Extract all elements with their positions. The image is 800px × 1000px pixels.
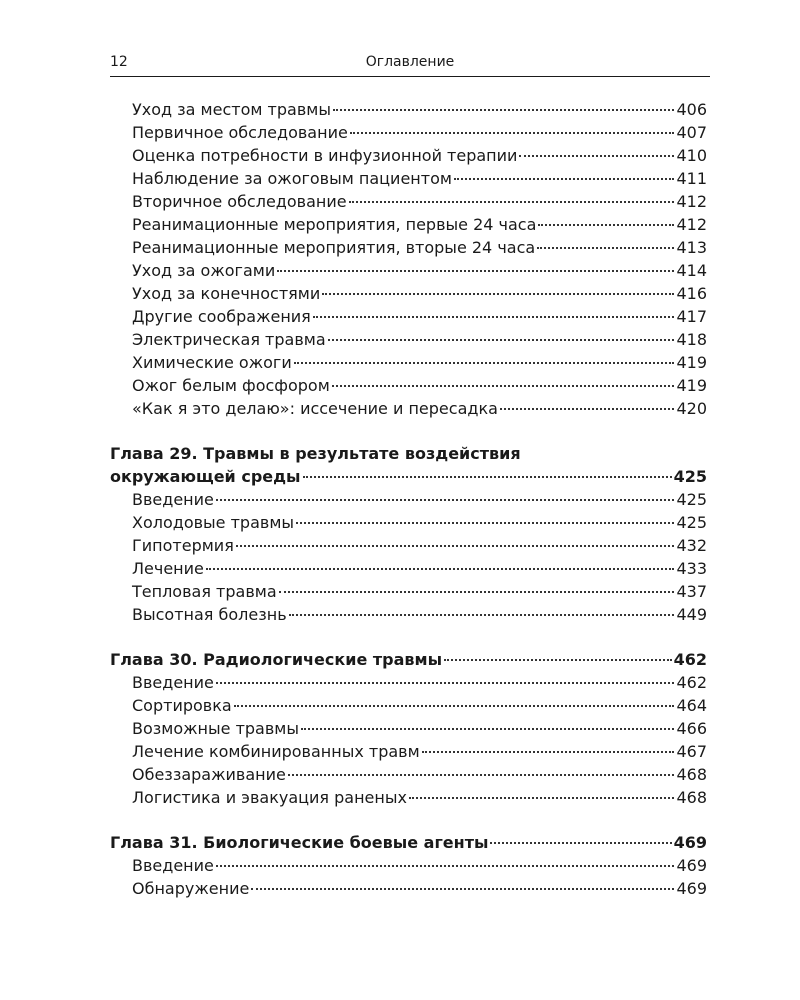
dot-leader <box>500 408 675 410</box>
dot-leader <box>328 339 675 341</box>
table-of-contents <box>110 98 707 900</box>
toc-entry-page: 411 <box>676 169 707 188</box>
dot-leader <box>350 132 675 134</box>
toc-entry[interactable] <box>110 328 707 351</box>
dot-leader <box>332 385 675 387</box>
toc-entry-title: Уход за ожогами <box>132 261 276 280</box>
toc-entry[interactable] <box>110 786 707 809</box>
dot-leader <box>303 476 672 478</box>
chapter-page: 425 <box>673 467 707 486</box>
toc-entry-page: 469 <box>676 879 707 898</box>
dot-leader <box>422 751 675 753</box>
dot-leader <box>206 568 675 570</box>
toc-entry-title: Лечение <box>132 559 204 578</box>
toc-entry-page: 466 <box>676 719 707 738</box>
toc-entry[interactable] <box>110 121 707 144</box>
dot-leader <box>216 865 675 867</box>
toc-entry-title: Уход за конечностями <box>132 284 321 303</box>
chapter-title: Глава 31. Биологические боевые агенты <box>110 833 489 852</box>
dot-leader <box>301 728 674 730</box>
toc-entry-title: Сортировка <box>132 696 232 715</box>
toc-entry-page: 413 <box>676 238 707 257</box>
toc-entry-page: 412 <box>676 192 707 211</box>
toc-entry-title: Химические ожоги <box>132 353 292 372</box>
toc-entry[interactable] <box>110 144 707 167</box>
toc-entry[interactable] <box>110 694 707 717</box>
toc-entry-title: Гипотермия <box>132 536 234 555</box>
toc-entry-title: Лечение комбинированных травм <box>132 742 420 761</box>
chapter-heading[interactable] <box>110 648 707 671</box>
dot-leader <box>216 682 675 684</box>
toc-entry-title: Ожог белым фосфором <box>132 376 330 395</box>
toc-entry-page: 432 <box>676 536 707 555</box>
toc-entry-page: 433 <box>676 559 707 578</box>
dot-leader <box>333 109 675 111</box>
toc-entry[interactable] <box>110 259 707 282</box>
toc-entry-title: Холодовые травмы <box>132 513 295 532</box>
toc-entry-page: 414 <box>676 261 707 280</box>
running-header <box>110 52 710 77</box>
toc-entry-page: 407 <box>676 123 707 142</box>
toc-entry-page: 416 <box>676 284 707 303</box>
dot-leader <box>322 293 674 295</box>
toc-entry-title: Наблюдение за ожоговым пациентом <box>132 169 452 188</box>
toc-entry[interactable] <box>110 603 707 626</box>
toc-entry[interactable] <box>110 374 707 397</box>
chapter-title: окружающей среды <box>110 467 301 486</box>
chapter-page: 469 <box>673 833 707 852</box>
toc-entry-page: 437 <box>676 582 707 601</box>
dot-leader <box>216 499 675 501</box>
dot-leader <box>277 270 674 272</box>
dot-leader <box>538 224 674 226</box>
toc-entry-page: 464 <box>676 696 707 715</box>
toc-entry-page: 425 <box>676 513 707 532</box>
toc-entry[interactable] <box>110 167 707 190</box>
dot-leader <box>519 155 674 157</box>
toc-entry-page: 412 <box>676 215 707 234</box>
toc-entry-page: 417 <box>676 307 707 326</box>
dot-leader <box>279 591 675 593</box>
chapter-heading-line-1[interactable]: Глава 29. Травмы в результате воздействия <box>110 444 521 463</box>
toc-entry[interactable] <box>110 213 707 236</box>
dot-leader <box>288 774 675 776</box>
toc-entry[interactable] <box>110 282 707 305</box>
dot-leader <box>289 614 675 616</box>
dot-leader <box>236 545 675 547</box>
toc-entry[interactable] <box>110 98 707 121</box>
toc-entry-title: Первичное обследование <box>132 123 348 142</box>
toc-entry-page: 468 <box>676 788 707 807</box>
toc-entry[interactable] <box>110 717 707 740</box>
toc-entry-title: Введение <box>132 856 214 875</box>
dot-leader <box>490 842 671 844</box>
chapter-title: Глава 30. Радиологические травмы <box>110 650 443 669</box>
toc-entry-title: Реанимационные мероприятия, первые 24 часа <box>132 215 537 234</box>
toc-chapter-31 <box>110 831 707 900</box>
dot-leader <box>294 362 675 364</box>
toc-entry-title: Логистика и эвакуация раненых <box>132 788 407 807</box>
toc-entry[interactable] <box>110 580 707 603</box>
toc-entry-page: 468 <box>676 765 707 784</box>
toc-entry[interactable] <box>110 488 707 511</box>
toc-entry-page: 418 <box>676 330 707 349</box>
chapter-heading[interactable] <box>110 831 707 854</box>
toc-entry-page: 467 <box>676 742 707 761</box>
toc-entry-title: Другие соображения <box>132 307 311 326</box>
toc-entry-page: 469 <box>676 856 707 875</box>
dot-leader <box>537 247 674 249</box>
toc-entry-page: 419 <box>676 376 707 395</box>
dot-leader <box>444 659 672 661</box>
toc-entry-title: Обнаружение <box>132 879 250 898</box>
chapter-heading-line-2[interactable] <box>110 465 707 488</box>
toc-entry-page: 462 <box>676 673 707 692</box>
toc-entry-title: Обеззараживание <box>132 765 286 784</box>
toc-entry[interactable] <box>110 854 707 877</box>
dot-leader <box>251 888 674 890</box>
toc-entry[interactable] <box>110 190 707 213</box>
toc-entry-title: Вторичное обследование <box>132 192 347 211</box>
toc-entry-title: Введение <box>132 490 214 509</box>
toc-entry-title: Введение <box>132 673 214 692</box>
toc-entry[interactable] <box>110 557 707 580</box>
toc-entry-page: 410 <box>676 146 707 165</box>
dot-leader <box>454 178 675 180</box>
toc-chapter-29 <box>110 442 707 626</box>
toc-entry[interactable] <box>110 671 707 694</box>
toc-entry[interactable] <box>110 397 707 420</box>
running-title: Оглавление <box>365 54 455 70</box>
toc-entry[interactable] <box>110 877 707 900</box>
toc-entry-page: 425 <box>676 490 707 509</box>
toc-entry-title: Оценка потребности в инфузионной терапии <box>132 146 518 165</box>
page-number: 12 <box>110 54 128 70</box>
dot-leader <box>409 797 674 799</box>
dot-leader <box>296 522 674 524</box>
toc-continued-section <box>110 98 707 420</box>
toc-entry-title: Реанимационные мероприятия, вторые 24 часа <box>132 238 536 257</box>
toc-entry-title: Высотная болезнь <box>132 605 287 624</box>
toc-chapter-30 <box>110 648 707 809</box>
toc-entry-title: Возможные травмы <box>132 719 299 738</box>
toc-entry-title: Уход за местом травмы <box>132 100 331 119</box>
toc-entry-page: 449 <box>676 605 707 624</box>
toc-entry[interactable] <box>110 351 707 374</box>
toc-entry-page: 406 <box>676 100 707 119</box>
toc-entry[interactable] <box>110 763 707 786</box>
toc-entry-title: Тепловая травма <box>132 582 277 601</box>
toc-entry-title: «Как я это делаю»: иссечение и пересадка <box>132 399 498 418</box>
toc-entry-title: Электрическая травма <box>132 330 326 349</box>
toc-entry[interactable] <box>110 740 707 763</box>
toc-entry[interactable] <box>110 305 707 328</box>
toc-entry[interactable] <box>110 534 707 557</box>
dot-leader <box>234 705 675 707</box>
dot-leader <box>313 316 675 318</box>
dot-leader <box>349 201 675 203</box>
toc-entry[interactable] <box>110 236 707 259</box>
toc-entry-page: 420 <box>676 399 707 418</box>
toc-entry-page: 419 <box>676 353 707 372</box>
toc-entry[interactable] <box>110 511 707 534</box>
chapter-page: 462 <box>673 650 707 669</box>
